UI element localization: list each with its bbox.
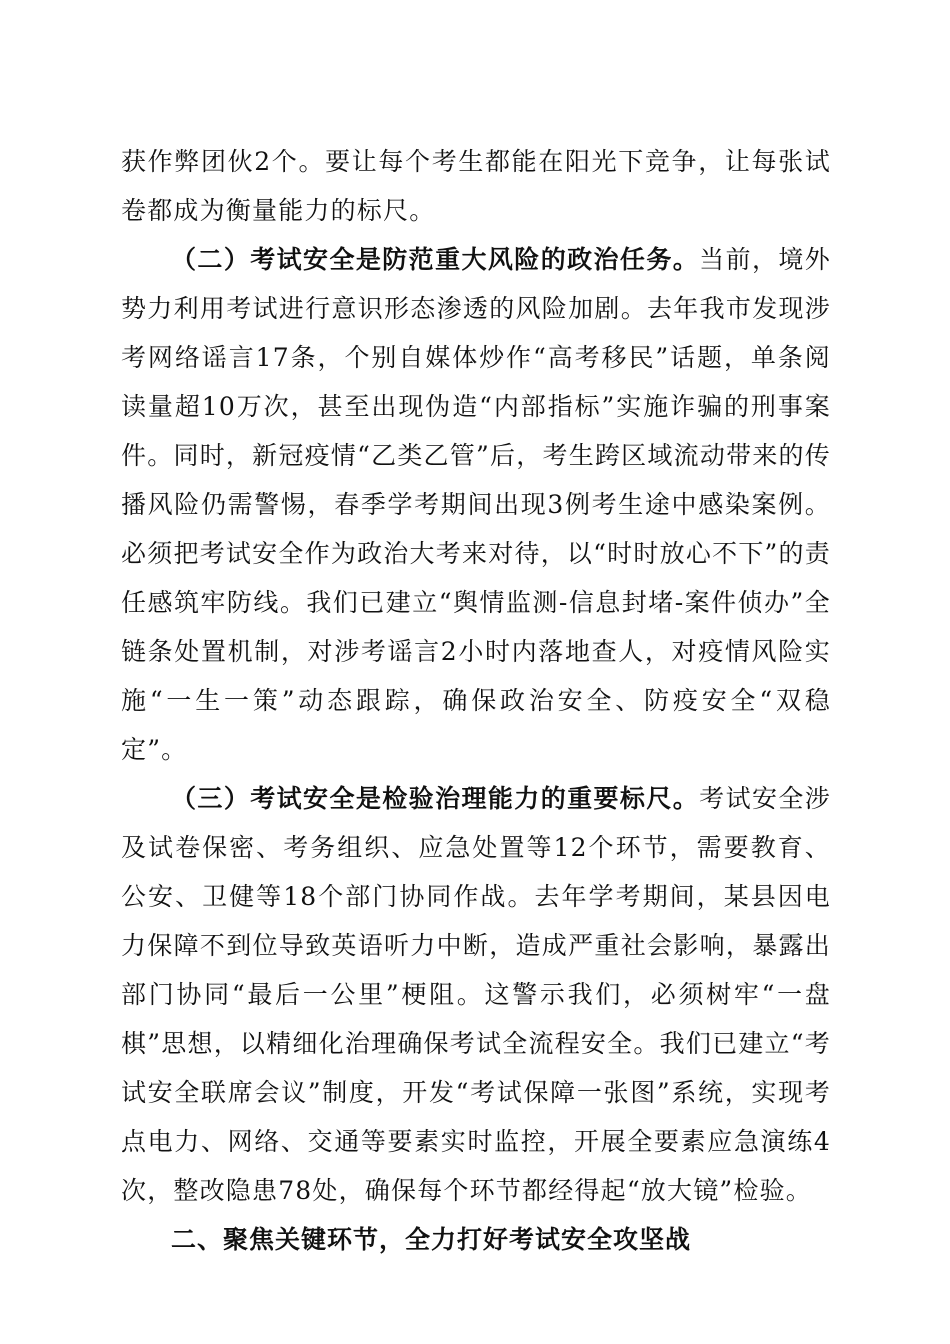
paragraph-governance	[121, 774, 831, 1215]
paragraph-political-risk	[121, 235, 831, 774]
paragraph-lead: （三）考试安全是检验治理能力的重要标尺。	[171, 784, 700, 813]
paragraph-text: 考试安全涉及试卷保密、考务组织、应急处置等12个环节，需要教育、公安、卫健等18个部门协同作战。去年学考期间，某县因电力保障不到位导致英语听力中断，造成严重社会影响，暴露出部门协同“最后一公里”梗阻。这警示我们，必须树牢“一盘棋”思想，以精细化治理确保考试全流程安全。我们已建立“考试安全联席会议”制度，开发“考试保障一张图”系统，实现考点电力、网络、交通等要素实时监控，开展全要素应急演练4次，整改隐患78处，确保每个环节都经得起“放大镜”检验。	[121, 784, 831, 1205]
document-page	[121, 137, 831, 1264]
paragraph-continuation	[121, 137, 831, 235]
paragraph-lead: （二）考试安全是防范重大风险的政治任务。	[171, 245, 700, 274]
paragraph-text: 当前，境外势力利用考试进行意识形态渗透的风险加剧。去年我市发现涉考网络谣言17条，个别自媒体炒作“高考移民”话题，单条阅读量超10万次，甚至出现伪造“内部指标”实施诈骗的刑事案件。同时，新冠疫情“乙类乙管”后，考生跨区域流动带来的传播风险仍需警惕，春季学考期间出现3例考生途中感染案例。必须把考试安全作为政治大考来对待，以“时时放心不下”的责任感筑牢防线。我们已建立“舆情监测-信息封堵-案件侦办”全链条处置机制，对涉考谣言2小时内落地查人，对疫情风险实施“一生一策”动态跟踪，确保政治安全、防疫安全“双稳定”。	[121, 245, 831, 764]
paragraph-text: 获作弊团伙2个。要让每个考生都能在阳光下竞争，让每张试卷都成为衡量能力的标尺。	[121, 147, 831, 225]
section-heading: 二、聚焦关键环节，全力打好考试安全攻坚战	[171, 1225, 692, 1254]
